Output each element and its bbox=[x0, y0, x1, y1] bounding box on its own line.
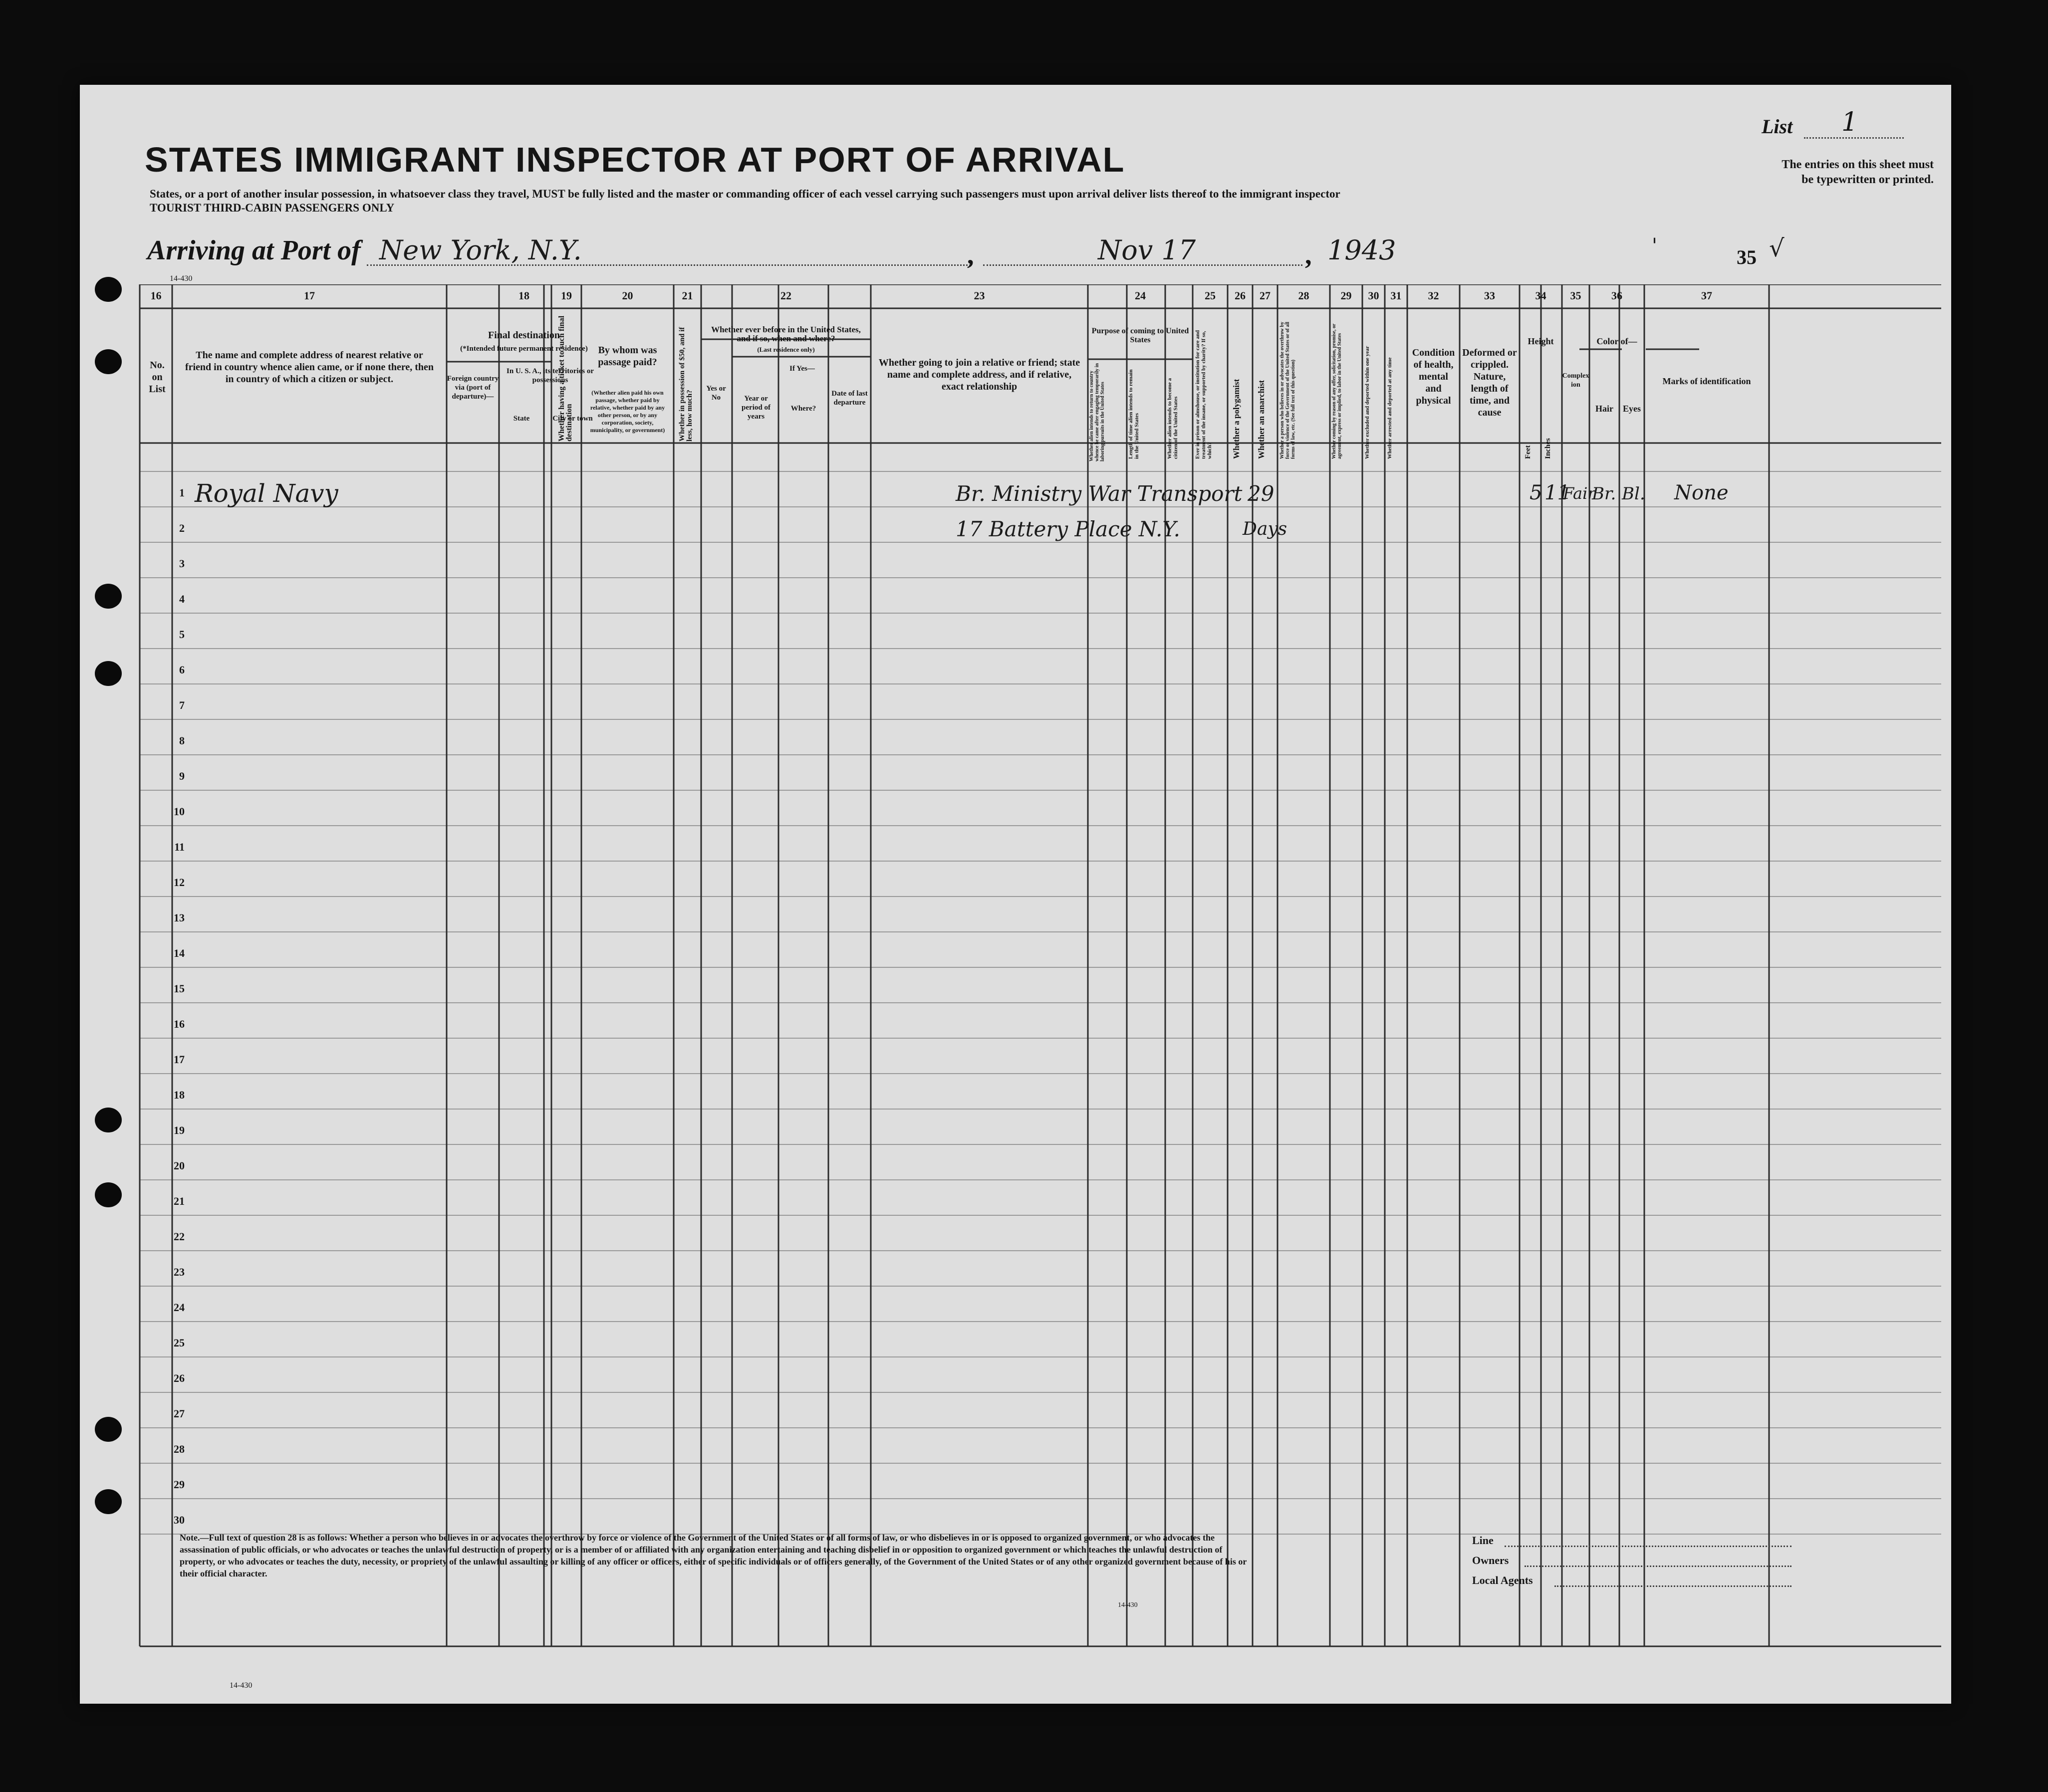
header-polygamist: Whether a polygamist bbox=[1232, 379, 1241, 459]
row-number: 9 bbox=[179, 770, 185, 782]
column-number: 34 bbox=[1535, 289, 1546, 302]
header-color-of: Color of— bbox=[1596, 336, 1637, 346]
column-number: 29 bbox=[1340, 289, 1352, 302]
row-number: 23 bbox=[174, 1266, 185, 1278]
manifest-sheet bbox=[80, 85, 1951, 1704]
column-number: 23 bbox=[974, 289, 985, 302]
comma: , bbox=[1305, 240, 1312, 270]
entries-note-line-1: The entries on this sheet must bbox=[1782, 158, 1934, 171]
signature-agents-label: Local Agents bbox=[1472, 1574, 1533, 1586]
row-number: 21 bbox=[174, 1195, 185, 1207]
column-lines bbox=[140, 284, 1769, 1646]
row-number: 5 bbox=[179, 628, 185, 641]
column-number: 24 bbox=[1135, 289, 1146, 302]
column-number: 35 bbox=[1570, 289, 1581, 302]
header-labor-offer: Whether coming by reason of any offer, solicitation, promise, or agreement, express or implied, to labor in the United States bbox=[1331, 323, 1342, 459]
arriving-label: Arriving at Port of bbox=[147, 235, 361, 266]
header-hair: Hair bbox=[1595, 404, 1613, 414]
list-underline bbox=[1804, 137, 1904, 139]
column-number: 37 bbox=[1701, 289, 1712, 302]
row-number: 8 bbox=[179, 734, 185, 747]
row-number: 17 bbox=[174, 1053, 185, 1066]
entry-height-feet: 5 bbox=[1530, 481, 1542, 504]
port-underline bbox=[367, 264, 971, 266]
entry-joining-line-2: 17 Battery Place N.Y. bbox=[956, 517, 1181, 541]
header-passage-paid-sub: (Whether alien paid his own passage, whether paid by relative, whether paid by any other person, or by any corporation, society, municipality, or government) bbox=[590, 389, 665, 434]
port-value: New York, N.Y. bbox=[379, 234, 582, 266]
header-where: Where? bbox=[790, 405, 816, 413]
row-number: 27 bbox=[174, 1407, 185, 1420]
signature-agents-rule bbox=[1554, 1585, 1792, 1587]
entry-complexion: Fair bbox=[1563, 484, 1595, 503]
row-number: 28 bbox=[174, 1443, 185, 1455]
row-number: 18 bbox=[174, 1089, 185, 1101]
signature-line-rule bbox=[1505, 1546, 1792, 1547]
header-marks: Marks of identification bbox=[1662, 376, 1751, 386]
header-prison: Ever in prison or almshouse, or institution for care and treatment of the insane, or supported by charity? If so, which? bbox=[1195, 330, 1213, 459]
row-number: 29 bbox=[174, 1478, 185, 1491]
header-excluded: Whether excluded and deported within one year bbox=[1364, 346, 1370, 459]
row-number: 20 bbox=[174, 1159, 185, 1172]
header-anarchist: Whether an anarchist bbox=[1257, 380, 1266, 459]
column-number: 22 bbox=[780, 289, 791, 302]
row-number: 13 bbox=[174, 911, 185, 924]
column-number: 16 bbox=[150, 289, 162, 302]
header-final-destination-sub: (*Intended future permanent residence) bbox=[460, 345, 588, 353]
header-purpose-citizen: Whether alien intends to become a citizen of the United States bbox=[1167, 378, 1179, 459]
header-foreign-country: Foreign country via (port of departure)— bbox=[447, 375, 499, 401]
header-year-period: Year or period of years bbox=[742, 395, 770, 421]
intro-line-1: States, or a port of another insular possession, in whatsoever class they travel, MUST be fully listed and the master or commanding officer of each vessel carrying such passengers must upon arrival deliver lists thereof to the immigrant inspector bbox=[150, 188, 1340, 200]
header-ticket: Whether having a ticket to such final destination bbox=[557, 315, 573, 442]
footer-note: Note.—Full text of question 28 is as follows: Whether a person who believes in or advocates the overthrow by force or violence of the Government of the United States or of all forms of law, or who disbelieves in or is opposed to organized government, or who advocates the assassination of public officials, or who advocates or teaches the unlawful destruction of property, or is a member of or affiliated with any organization entertaining and teaching disbelief in or opposition to organized government or which teaches the unlawful destruction of property, or who advocates or teaches the duty, necessity, or propriety of the unlawful assaulting or killing of any officer or officers, either of specific individuals or of officers generally, of the Government of the United States or of any other organized government because of his or their official character. bbox=[180, 1533, 1247, 1578]
page-title: STATES IMMIGRANT INSPECTOR AT PORT OF ARRIVAL bbox=[145, 140, 1125, 179]
column-number: 30 bbox=[1368, 289, 1379, 302]
row-number: 2 bbox=[179, 522, 185, 534]
row-number: 12 bbox=[174, 876, 185, 889]
header-no-on-list: No. on List bbox=[149, 360, 166, 395]
check-mark: √ bbox=[1769, 234, 1785, 262]
header-yes-no: Yes or No bbox=[706, 385, 726, 402]
header-before-in-us: Whether ever before in the United States, and if so, when and where? bbox=[711, 325, 861, 343]
header-city: City or town bbox=[552, 415, 593, 423]
header-deformed: Deformed or crippled. Nature, length of time, and cause bbox=[1462, 347, 1517, 418]
row-lines bbox=[140, 471, 1941, 1534]
list-value: 1 bbox=[1841, 107, 1858, 137]
header-inches: Inches bbox=[1544, 438, 1552, 459]
header-purpose: Purpose of coming to United States bbox=[1091, 327, 1189, 344]
entry-eyes: Bl. bbox=[1622, 484, 1645, 504]
column-number: 32 bbox=[1428, 289, 1439, 302]
column-number: 21 bbox=[682, 289, 693, 302]
page-number: 35 bbox=[1737, 246, 1757, 268]
row-number: 10 bbox=[174, 805, 185, 818]
row-number: 30 bbox=[174, 1514, 185, 1526]
row-number: 26 bbox=[174, 1372, 185, 1384]
header-nearest-relative: The name and complete address of nearest relative or friend in country whence alien came, or if none there, then in country of which a citizen or subject. bbox=[185, 350, 434, 385]
column-number: 19 bbox=[561, 289, 572, 302]
header-feet: Feet bbox=[1524, 445, 1532, 459]
header-joining-relative: Whether going to join a relative or friend; state name and complete address, and if relative, exact relationship bbox=[878, 357, 1080, 392]
row-number: 25 bbox=[174, 1337, 185, 1349]
header-arrested: Whether arrested and deported at any time bbox=[1387, 357, 1393, 459]
entry-height-inches: 11 bbox=[1544, 481, 1570, 504]
row-number: 4 bbox=[179, 593, 185, 605]
row-number: 19 bbox=[174, 1124, 185, 1136]
header-if-yes: If Yes— bbox=[789, 365, 815, 373]
column-number: 20 bbox=[622, 289, 633, 302]
list-label: List bbox=[1762, 115, 1793, 138]
signature-line-label: Line bbox=[1472, 1534, 1494, 1547]
row-number: 15 bbox=[174, 982, 185, 995]
row-number: 1 bbox=[179, 486, 185, 499]
header-overthrow: Whether a person who believes in or advocates the overthrow by force or violence of the Government of the United States or of all forms of law, etc. (See full text of this question) bbox=[1280, 322, 1296, 459]
header-condition-health: Condition of health, mental and physical bbox=[1412, 347, 1455, 406]
signature-owners-label: Owners bbox=[1472, 1554, 1509, 1567]
comma: , bbox=[967, 240, 974, 270]
header-final-destination: Final destination bbox=[488, 330, 560, 341]
header-height: Height bbox=[1528, 336, 1554, 346]
row-number: 16 bbox=[174, 1018, 185, 1030]
column-number: 17 bbox=[304, 289, 315, 302]
row-number: 22 bbox=[174, 1230, 185, 1243]
header-state: State bbox=[513, 415, 530, 423]
header-complexion: Complexion bbox=[1562, 372, 1589, 389]
signature-owners-rule bbox=[1525, 1566, 1792, 1567]
date-underline bbox=[983, 264, 1302, 266]
form-code: 14-430 bbox=[170, 274, 193, 283]
row-number: 14 bbox=[174, 947, 185, 959]
column-number: 28 bbox=[1298, 289, 1309, 302]
column-number: 18 bbox=[518, 289, 529, 302]
header-purpose-return: Whether alien intends to return to country whence he came after engaging temporarily in laboring pursuits in the United States bbox=[1089, 363, 1105, 461]
header-passage-paid: By whom was passage paid? bbox=[598, 345, 657, 368]
column-number: 26 bbox=[1235, 289, 1246, 302]
row-number: 11 bbox=[174, 841, 185, 853]
column-number: 27 bbox=[1260, 289, 1271, 302]
header-date-departure: Date of last departure bbox=[831, 390, 868, 407]
entries-note bbox=[1714, 157, 1934, 187]
header-purpose-length: Length of time alien intends to remain in the United States bbox=[1128, 369, 1140, 459]
row-number: 3 bbox=[179, 557, 185, 570]
header-usa: In U. S. A., its territories or possessions bbox=[507, 367, 594, 384]
column-number: 36 bbox=[1611, 289, 1622, 302]
entry-hair: Br. bbox=[1592, 484, 1616, 504]
column-number: 25 bbox=[1205, 289, 1216, 302]
column-number: 31 bbox=[1390, 289, 1402, 302]
entry-joining-line-1: Br. Ministry War Transport bbox=[956, 481, 1243, 506]
year-value: 1943 bbox=[1327, 234, 1396, 266]
form-code: 14-430 bbox=[230, 1681, 253, 1690]
entry-marks: None bbox=[1674, 481, 1729, 504]
intro-line-2: TOURIST THIRD-CABIN PASSENGERS ONLY bbox=[150, 202, 395, 214]
column-number: 33 bbox=[1484, 289, 1495, 302]
intro-text bbox=[150, 187, 1340, 215]
entry-relative: Royal Navy bbox=[195, 479, 338, 508]
row-number: 7 bbox=[179, 699, 185, 711]
header-fifty-dollars: Whether in possession of $50, and if less, how much? bbox=[678, 327, 694, 442]
note-form-code: 14-430 bbox=[1118, 1601, 1138, 1609]
entry-stay-length: 29 bbox=[1248, 481, 1275, 506]
entry-stay-unit: Days bbox=[1243, 519, 1287, 539]
date-value: Nov 17 bbox=[1098, 234, 1196, 266]
tick-mark: ' bbox=[1652, 234, 1657, 257]
header-eyes: Eyes bbox=[1623, 404, 1641, 414]
row-number: 6 bbox=[179, 664, 185, 676]
entries-note-line-2: be typewritten or printed. bbox=[1801, 173, 1934, 186]
row-number: 24 bbox=[174, 1301, 185, 1314]
header-last-residence: (Last residence only) bbox=[757, 346, 815, 353]
